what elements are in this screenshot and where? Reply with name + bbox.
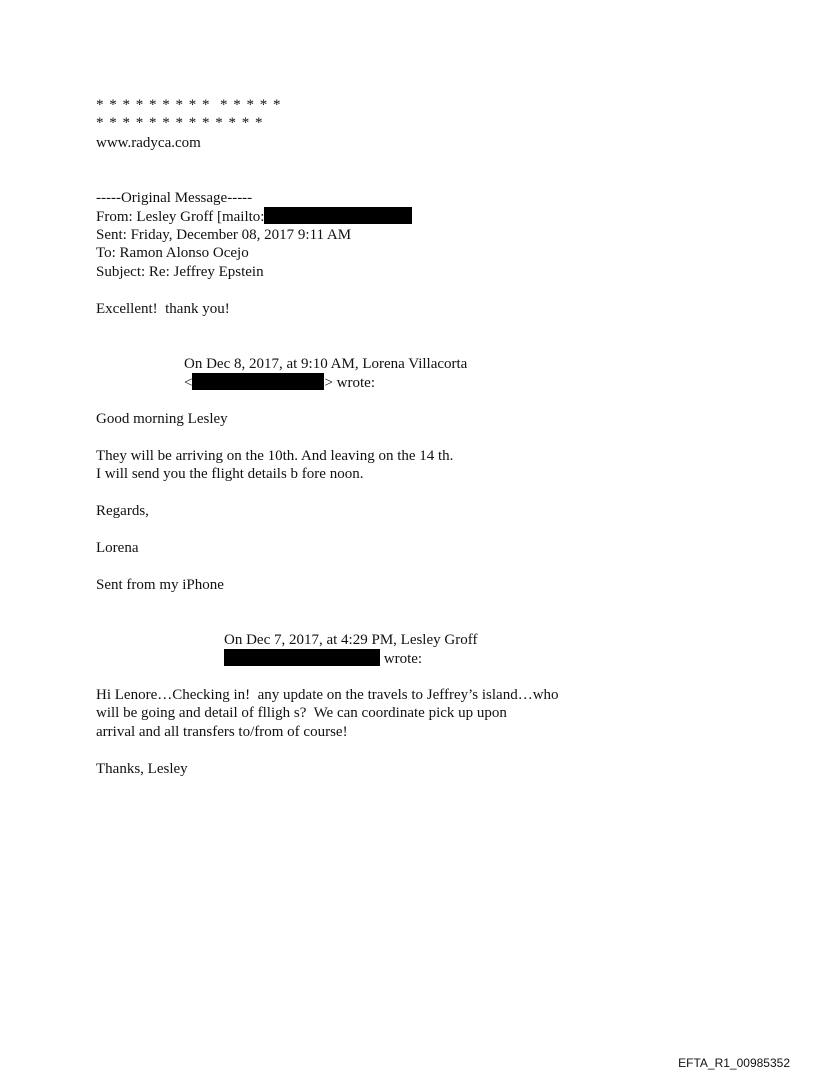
from-line (96, 207, 412, 226)
quote2-body-line-2: will be going and detail of flligh s? We can coordinate pick up upon (96, 705, 507, 721)
quote1-name: Lorena (96, 540, 139, 556)
quote1-regards: Regards, (96, 503, 149, 519)
quote2-signoff: Thanks, Lesley (96, 761, 188, 777)
quote1-open-bracket: < (184, 375, 193, 391)
bates-number: EFTA_R1_00985352 (678, 1056, 790, 1070)
signature-website: www.radyca.com (96, 135, 201, 151)
sent-line: Sent: Friday, December 08, 2017 9:11 AM (96, 227, 352, 243)
quote1-wrote: > wrote: (324, 375, 375, 391)
redaction-box (264, 207, 412, 224)
subject-line: Subject: Re: Jeffrey Epstein (96, 264, 264, 280)
signature-stars-line-1: * * * * * * * * * * * * * * (96, 97, 282, 113)
quote2-header-line-1: On Dec 7, 2017, at 4:29 PM, Lesley Groff (224, 632, 478, 648)
quote1-sent-from: Sent from my iPhone (96, 577, 224, 593)
quote1-header-line-1: On Dec 8, 2017, at 9:10 AM, Lorena Villacorta (184, 356, 468, 372)
quote2-body-line-3: arrival and all transfers to/from of course! (96, 724, 348, 740)
quote1-body-line-2: I will send you the flight details b fore noon. (96, 466, 364, 482)
quote1-body-line-1: They will be arriving on the 10th. And leaving on the 14 th. (96, 448, 454, 464)
signature-stars-line-2: * * * * * * * * * * * * * (96, 115, 264, 131)
reply-body: Excellent! thank you! (96, 301, 230, 317)
to-line: To: Ramon Alonso Ocejo (96, 245, 249, 261)
quote2-wrote: wrote: (380, 651, 423, 667)
redaction-box (192, 373, 324, 390)
quote2-header-line-2 (224, 649, 422, 668)
quote1-greeting: Good morning Lesley (96, 411, 228, 427)
redaction-box (224, 649, 380, 666)
original-message-divider: -----Original Message----- (96, 190, 253, 206)
quote2-body-line-1: Hi Lenore…Checking in! any update on the travels to Jeffrey’s island…who (96, 687, 559, 703)
quote1-header-line-2 (184, 373, 375, 392)
from-text: From: Lesley Groff [mailto: (96, 209, 265, 225)
